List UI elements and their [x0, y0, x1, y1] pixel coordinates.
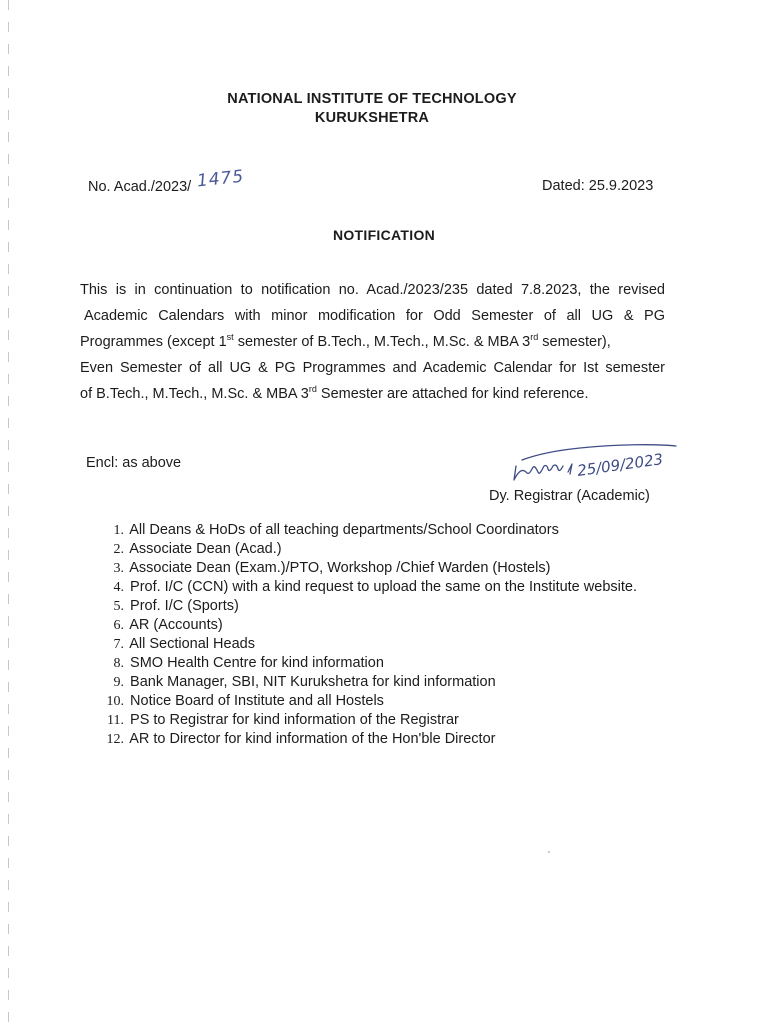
body-line-1: This is in continuation to notification no. Acad./2023/235 dated 7.8.2023, the revised — [80, 282, 665, 298]
superscript-st: st — [226, 332, 234, 343]
signature-date: 25/09/2023 — [576, 450, 665, 480]
item-text: AR to Director for kind information of the Hon'ble Director — [129, 731, 496, 747]
institute-city: KURUKSHETRA — [314, 110, 430, 126]
list-item — [96, 654, 637, 673]
body-line-3-part-c: semester), — [538, 334, 611, 350]
item-number: 11. — [107, 713, 124, 728]
item-text: All Deans & HoDs of all teaching departments/School Coordinators — [129, 522, 559, 538]
body-line-3-part-a: Programmes (except 1 — [80, 334, 227, 350]
reference-prefix: No. Acad./2023/ — [88, 179, 192, 195]
body-line-3 — [80, 329, 665, 355]
item-number: 9. — [113, 675, 124, 690]
reference-number — [88, 166, 246, 196]
item-text: Prof. I/C (CCN) with a kind request to upload the same on the Institute website. — [130, 579, 637, 595]
item-number: 8. — [113, 656, 124, 671]
item-number: 2. — [113, 542, 124, 557]
item-number: 10. — [106, 694, 124, 709]
body-line-4: Even Semester of all UG & PG Programmes and Academic Calendar for Ist semester — [80, 360, 665, 376]
distribution-list — [96, 521, 637, 749]
institute-name: NATIONAL INSTITUTE OF TECHNOLOGY — [227, 91, 517, 107]
item-text: PS to Registrar for kind information of the Registrar — [130, 712, 459, 728]
item-text: All Sectional Heads — [129, 636, 255, 652]
body-line-2-text: Academic Calendars with minor modification for Odd Semester of all UG & PG — [84, 308, 665, 324]
list-item — [96, 692, 637, 711]
superscript-rd: rd — [530, 332, 539, 343]
item-number: 1. — [113, 523, 124, 538]
superscript-rd-2: rd — [308, 384, 317, 395]
item-text: Prof. I/C (Sports) — [130, 598, 239, 614]
designation: Dy. Registrar (Academic) — [489, 488, 650, 504]
list-item — [96, 559, 637, 578]
signature-image — [508, 442, 688, 487]
body-line-3-part-b: semester of B.Tech., M.Tech., M.Sc. & MBA 3 — [233, 334, 531, 350]
list-item — [96, 711, 637, 730]
body-line-5-part-b: Semester are attached for kind reference. — [316, 386, 589, 402]
body-line-2 — [80, 303, 665, 329]
item-text: Bank Manager, SBI, NIT Kurukshetra for kind information — [130, 674, 496, 690]
list-item — [96, 578, 637, 597]
item-number: 6. — [113, 618, 124, 633]
scan-edge-line — [8, 0, 9, 1024]
item-number: 5. — [113, 599, 124, 614]
list-item — [96, 521, 637, 540]
notification-title: NOTIFICATION — [332, 227, 436, 243]
body-line-5 — [80, 381, 665, 407]
list-item — [96, 673, 637, 692]
item-text: Notice Board of Institute and all Hostels — [130, 693, 384, 709]
item-number: 4. — [113, 580, 124, 595]
item-text: SMO Health Centre for kind information — [130, 655, 384, 671]
list-item — [96, 635, 637, 654]
body-line-5-part-a: of B.Tech., M.Tech., M.Sc. & MBA 3 — [80, 386, 309, 402]
enclosure-note: Encl: as above — [86, 455, 182, 471]
item-number: 12. — [106, 732, 124, 747]
item-text: Associate Dean (Exam.)/PTO, Workshop /Chief Warden (Hostels) — [129, 560, 551, 576]
item-number: 3. — [113, 561, 124, 576]
list-item — [96, 540, 637, 559]
notification-body — [80, 277, 665, 407]
item-text: AR (Accounts) — [129, 617, 223, 633]
scan-speck — [548, 851, 550, 853]
letterhead — [0, 90, 768, 128]
handwritten-number: 1475 — [196, 166, 246, 192]
item-text: Associate Dean (Acad.) — [129, 541, 282, 557]
list-item — [96, 616, 637, 635]
list-item — [96, 597, 637, 616]
list-item — [96, 730, 637, 749]
date-line: Dated: 25.9.2023 — [542, 178, 654, 194]
item-number: 7. — [113, 637, 124, 652]
